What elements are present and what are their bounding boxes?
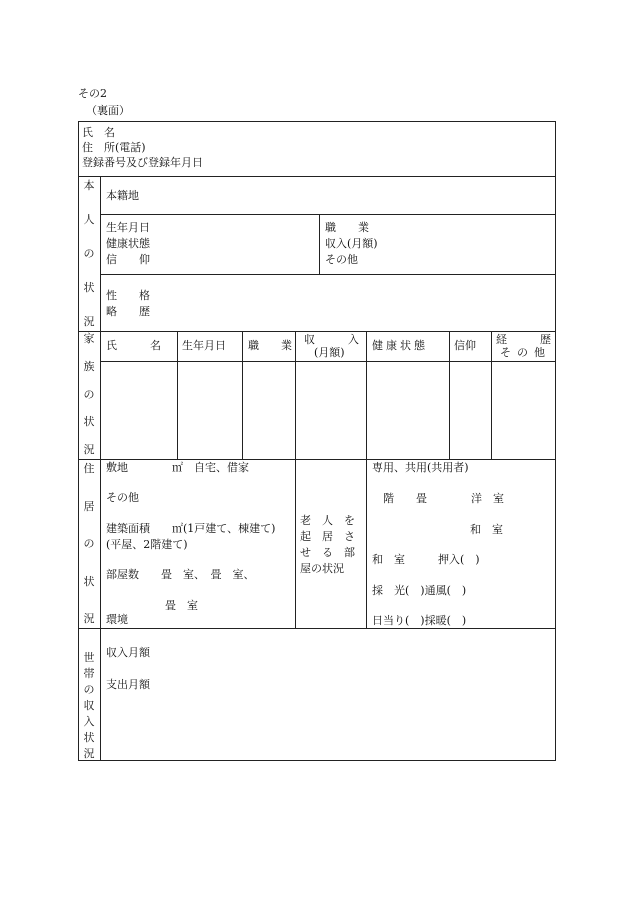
site-label: 敷地 ㎡ 自宅、借家 [106, 461, 249, 474]
usage-label: 専用、共用(共用者) [372, 461, 469, 474]
floor-area-label: 建築面積 ㎡(1戸建て、棟建て) [106, 522, 276, 535]
family-side-label: 家 族 の 状 況 [83, 332, 95, 456]
environment-label: 環境 [106, 613, 128, 626]
washitsu-label: 和 室 押入( ) [372, 553, 480, 566]
back-side-label: （裏面） [86, 104, 130, 117]
family-col-health: 健康状態 [372, 339, 428, 352]
rooms-label: 部屋数 畳 室、 畳 室、 [106, 568, 255, 581]
form-frame [78, 121, 556, 761]
person-side-label: 本 人 の 状 況 [83, 179, 95, 328]
family-col-income: 収 入 [304, 333, 359, 346]
elder-room-label: 老 人 を 起 居 さ せ る 部 屋の状況 [300, 514, 355, 575]
address-label: 住 所(電話) [82, 141, 146, 154]
form-number: その2 [78, 87, 107, 100]
personality-label: 性 格 [106, 289, 150, 302]
family-col-birth: 生年月日 [182, 339, 226, 352]
job-label: 職 業 [325, 221, 369, 234]
birthdate-label: 生年月日 [106, 221, 150, 234]
family-col-name: 氏 名 [106, 339, 161, 352]
family-col-income-sub: (月額) [314, 346, 345, 359]
household-side-label: 世 帯 の 収 入 状 況 [83, 651, 95, 760]
name-label: 氏 名 [82, 126, 115, 139]
sunlight-label: 日当り( )採暖( ) [372, 614, 467, 627]
floor-type-label: (平屋、2階建て) [106, 538, 188, 551]
domicile-label: 本籍地 [106, 189, 139, 202]
lighting-label: 採 光( )通風( ) [372, 584, 467, 597]
faith-label: 信 仰 [106, 253, 150, 266]
household-expense-label: 支出月額 [106, 678, 150, 691]
household-income-label: 収入月額 [106, 646, 150, 659]
history-label: 略 歴 [106, 305, 150, 318]
registration-label: 登録番号及び登録年月日 [82, 156, 203, 169]
tatami-label: 階 畳 洋 室 [383, 492, 504, 505]
housing-side-label: 住 居 の 状 況 [83, 462, 95, 625]
income-label: 収入(月額) [325, 237, 378, 250]
housing-other-label: その他 [106, 491, 139, 504]
family-col-career: 経 歴 [496, 333, 551, 346]
family-col-faith: 信仰 [454, 339, 476, 352]
other-label: その他 [325, 253, 358, 266]
family-col-job: 職 業 [248, 339, 292, 352]
family-col-other: その他 [500, 346, 551, 359]
health-label: 健康状態 [106, 237, 150, 250]
japanese-room-label: 和 室 [470, 523, 503, 536]
rooms-label-2: 畳 室 [165, 599, 198, 612]
